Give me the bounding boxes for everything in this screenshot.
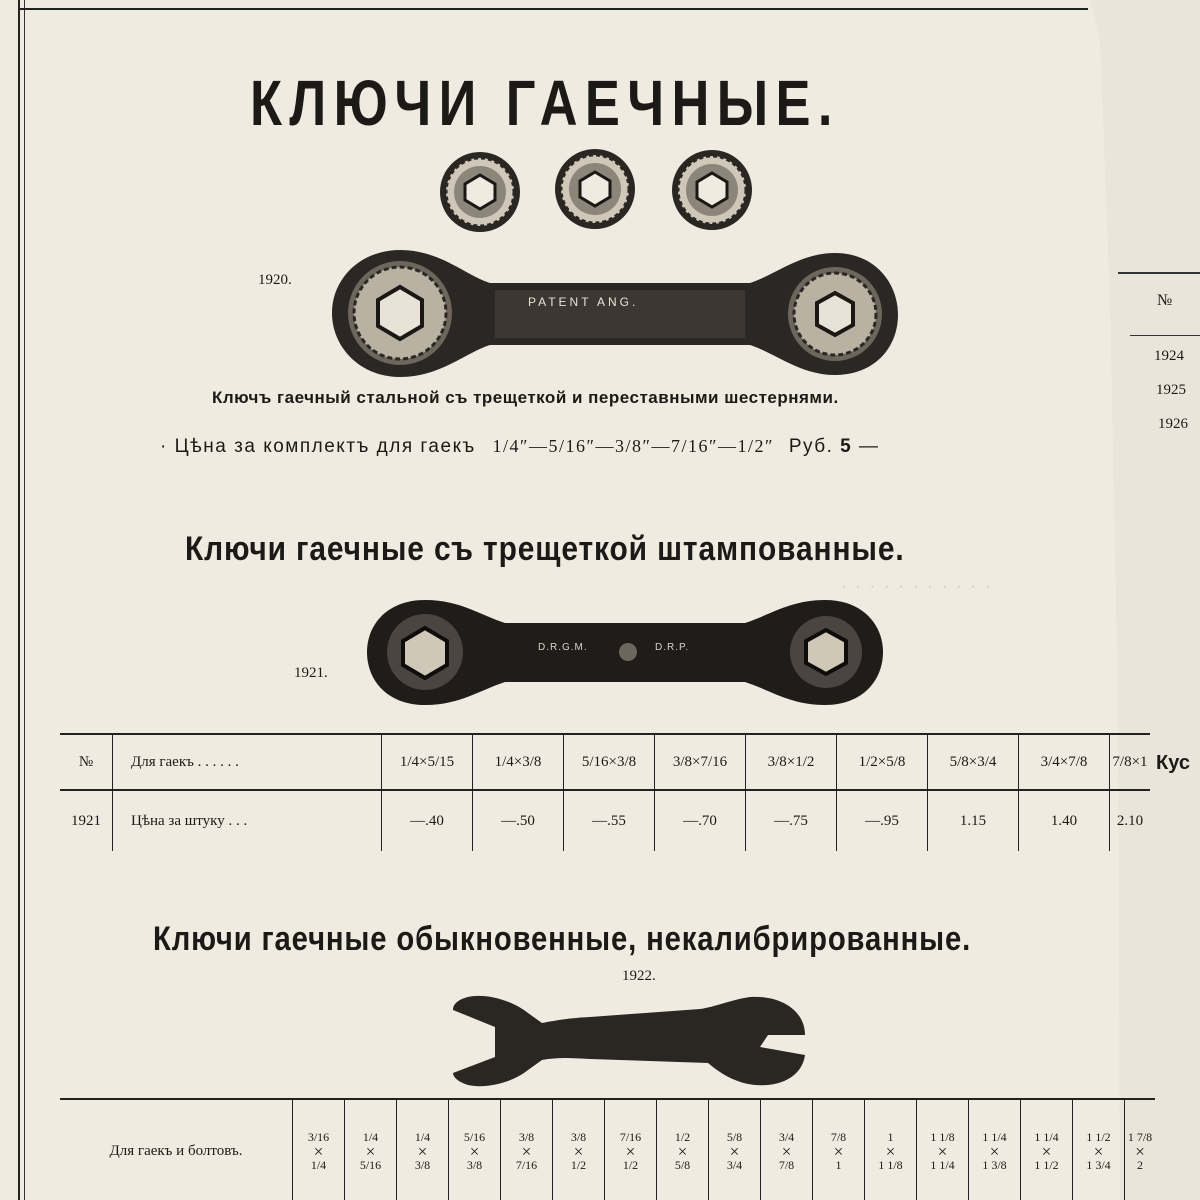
size-bottom: 5/16 [359,1157,382,1172]
times-sign: × [885,1141,896,1161]
size-top: 1 1/2 [1086,1129,1111,1144]
table-cell-size [449,1099,501,1200]
times-sign: × [781,1141,792,1161]
ratchet-gears-illustration [435,145,755,245]
times-sign: × [1041,1141,1052,1161]
size-bottom: 1/2 [622,1157,639,1172]
table-cell-size [605,1099,657,1200]
bleed-through-text: · · · · · · · · · · · [840,580,992,594]
right-page-number: 1925 [1156,382,1186,398]
wrench-stamp-patent: PATENT ANG. [528,295,639,309]
times-sign: × [521,1141,532,1161]
page-title: КЛЮЧИ ГАЕЧНЫЕ. [250,67,840,139]
table-cell-price: 2.10 [1110,790,1151,851]
size-top: 1 1/8 [930,1129,955,1144]
size-top: 3/8 [518,1129,535,1144]
times-sign: × [937,1141,948,1161]
table-cell-size [657,1099,709,1200]
table-cell-size [917,1099,969,1200]
size: 5/16″ [548,436,596,456]
size-top: 5/8 [726,1129,743,1144]
sizes-table-1922 [60,1098,1155,1200]
size-bottom: 3/8 [414,1157,431,1172]
table-cell-size: 7/8×1 [1110,734,1151,790]
times-sign: × [625,1141,636,1161]
table-cell-size [553,1099,605,1200]
table-cell-size [1125,1099,1156,1200]
page-top-border [18,8,1088,10]
table-cell-price-label: Цѣна за штуку . . . [113,790,382,851]
price-suffix: — [859,436,880,457]
right-page-heading-fragment: Кус [1156,752,1190,774]
size-top: 1/2 [674,1129,691,1144]
table-cell-size: 3/4×7/8 [1019,734,1110,790]
size-top: 3/8 [570,1129,587,1144]
times-sign: × [365,1141,376,1161]
times-sign: × [1135,1141,1145,1161]
table-row [60,1099,1155,1200]
size-bottom: 1/4 [310,1157,327,1172]
size-bottom: 5/8 [674,1157,691,1172]
price-table-1921 [60,733,1150,851]
size-bottom: 1 3/8 [982,1157,1007,1172]
size-bottom: 1 1/2 [1034,1157,1059,1172]
size: 1/2″ [737,436,775,456]
section-heading-ordinary: Ключи гаечные обыкновенные, некалибрированные. [153,920,972,958]
item-1920-price-line [160,436,880,458]
ratchet-wrench-illustration [330,245,900,380]
wrench-stamp-drp: D.R.P. [655,642,690,653]
item-1920-description: Ключъ гаечный стальной съ трещеткой и переставными шестернями. [212,388,839,407]
times-sign: × [989,1141,1000,1161]
price-currency: Руб. [788,436,834,457]
times-sign: × [417,1141,428,1161]
open-end-wrench-illustration [450,985,810,1095]
table-cell-size [397,1099,449,1200]
size-top: 1 1/4 [1034,1129,1059,1144]
price-prefix: · Цѣна за комплектъ для гаекъ [160,436,476,457]
size-bottom: 1 [835,1157,842,1172]
table-cell-price: —.40 [382,790,473,851]
table-cell-size [709,1099,761,1200]
table-cell-size [865,1099,917,1200]
item-number-1922: 1922. [622,968,656,984]
table-cell-price: —.55 [564,790,655,851]
section-heading-stamped: Ключи гаечные съ трещеткой штампованные. [185,530,905,568]
size-top: 1 [887,1129,894,1144]
page-border-inner [24,0,25,1200]
right-page-rule [1130,335,1200,336]
size-top: 1 7/8 [1127,1129,1153,1144]
table-cell-size: 5/8×3/4 [928,734,1019,790]
size-top: 3/4 [778,1129,795,1144]
table-cell-size: 3/8×1/2 [746,734,837,790]
right-page-rule [1118,272,1200,274]
wrench-stamp-drgm: D.R.G.M. [538,642,588,653]
times-sign: × [573,1141,584,1161]
item-number-1920: 1920. [258,272,292,288]
size-bottom: 7/8 [778,1157,795,1172]
table-header-nut-size: Для гаекъ . . . . . . [113,734,382,790]
right-page-number: 1924 [1154,348,1184,364]
size-top: 7/8 [830,1129,847,1144]
table-cell-price: 1.15 [928,790,1019,851]
table-cell-size: 3/8×7/16 [655,734,746,790]
table-cell-size: 1/2×5/8 [837,734,928,790]
size: 3/8″ [615,436,652,456]
size-top: 1 1/4 [982,1129,1007,1144]
item-number-1921: 1921. [294,665,328,681]
table-cell-row-label: Для гаекъ и болтовъ. [60,1099,293,1200]
size-top: 3/16 [307,1129,330,1144]
size-bottom: 2 [1137,1157,1143,1172]
times-sign: × [729,1141,740,1161]
table-cell-size: 1/4×3/8 [473,734,564,790]
table-cell-size [293,1099,345,1200]
table-cell-price: —.75 [746,790,837,851]
table-row [60,790,1150,851]
size-bottom: 3/8 [466,1157,483,1172]
right-page-no-label: № [1157,292,1173,309]
times-sign: × [833,1141,844,1161]
table-cell-size: 1/4×5/15 [382,734,473,790]
size-bottom: 3/4 [726,1157,743,1172]
table-cell-size [1021,1099,1073,1200]
table-cell-price: —.70 [655,790,746,851]
table-cell-number: 1921 [71,812,101,829]
size: 1/4″ [492,436,530,456]
size: 7/16″ [671,436,719,456]
page-border [18,0,20,1200]
size-bottom: 1 1/8 [878,1157,903,1172]
times-sign: × [469,1141,480,1161]
table-cell-price: —.50 [473,790,564,851]
stamped-ratchet-wrench-illustration [365,595,885,710]
size-top: 7/16 [619,1129,642,1144]
table-row [60,734,1150,790]
times-sign: × [677,1141,688,1161]
table-cell-price: 1.40 [1019,790,1110,851]
table-cell-size [761,1099,813,1200]
table-cell-size [1073,1099,1125,1200]
times-sign: × [313,1141,324,1161]
size-bottom: 1 3/4 [1086,1157,1111,1172]
size-bottom: 7/16 [515,1157,538,1172]
size-top: 1/4 [362,1129,379,1144]
table-cell-size [813,1099,865,1200]
nut-size-series: 1/4″—5/16″—3/8″—7/16″—1/2″ [492,436,775,456]
table-cell-price: —.95 [837,790,928,851]
table-cell-size [345,1099,397,1200]
price-value: 5 [840,436,853,457]
table-cell-size [969,1099,1021,1200]
table-cell-size: 5/16×3/8 [564,734,655,790]
right-page-number: 1926 [1158,416,1188,432]
size-bottom: 1 1/4 [930,1157,955,1172]
table-cell-size [501,1099,553,1200]
size-top: 5/16 [463,1129,486,1144]
size-top: 1/4 [414,1129,431,1144]
times-sign: × [1093,1141,1104,1161]
size-bottom: 1/2 [570,1157,587,1172]
table-header-number: № [60,734,113,790]
